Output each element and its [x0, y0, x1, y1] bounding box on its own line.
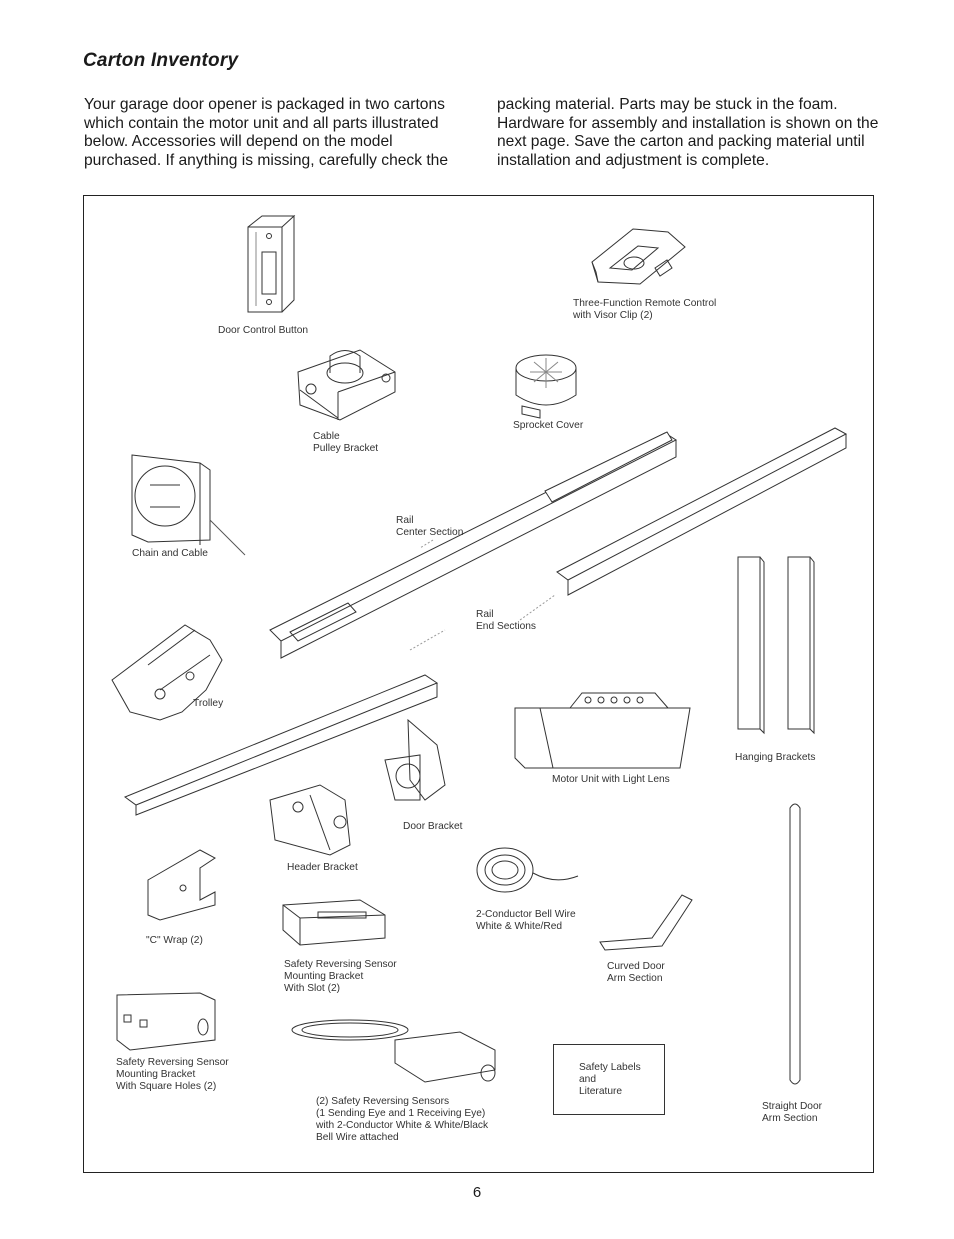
label-header-bracket: Header Bracket: [287, 862, 358, 873]
label-sensor-bracket-square: Safety Reversing Sensor Mounting Bracket With Square Holes (2): [116, 1057, 229, 1092]
literature-box: [553, 1044, 665, 1115]
remote-control-drawing: [592, 229, 685, 284]
intro-text-right: packing material. Parts may be stuck in the foam. Hardware for assembly and installation is shown on the next page. Save the carton and packing material until installation and adjustment is complete.: [497, 96, 879, 169]
safety-sensors-drawing: [292, 1020, 495, 1082]
label-hanging-brackets: Hanging Brackets: [735, 752, 816, 763]
chain-cable-drawing: [132, 455, 245, 555]
page-number: 6: [472, 1184, 482, 1201]
cable-pulley-bracket-drawing: [298, 350, 395, 420]
label-trolley: Trolley: [193, 698, 224, 709]
label-c-wrap: "C" Wrap (2): [146, 935, 203, 946]
sensor-bracket-square-drawing: [117, 993, 215, 1050]
straight-door-arm-drawing: [790, 804, 800, 1084]
label-curved-door-arm: Curved Door Arm Section: [607, 961, 665, 984]
label-rail-end: Rail End Sections: [476, 609, 537, 632]
label-straight-door-arm: Straight Door Arm Section: [762, 1101, 823, 1124]
door-control-button-drawing: [248, 216, 294, 312]
label-motor-unit: Motor Unit with Light Lens: [552, 774, 670, 785]
sensor-bracket-slot-drawing: [283, 900, 385, 945]
c-wrap-drawing: [148, 850, 215, 920]
label-door-bracket: Door Bracket: [403, 821, 463, 832]
label-rail-center: Rail Center Section: [396, 515, 464, 538]
label-door-control-button: Door Control Button: [218, 325, 309, 336]
motor-unit-drawing: [515, 693, 690, 768]
label-sensor-bracket-slot: Safety Reversing Sensor Mounting Bracket With Slot (2): [284, 959, 397, 994]
label-remote-control: Three-Function Remote Control with Visor Clip (2): [573, 298, 717, 321]
page-title: Carton Inventory: [83, 50, 239, 71]
label-chain-cable: Chain and Cable: [132, 548, 208, 559]
label-bell-wire: 2-Conductor Bell Wire White & White/Red: [476, 909, 576, 932]
intro-text-left: Your garage door opener is packaged in two cartons which contain the motor unit and all parts illustrated below. Accessories will depend on the model purchased. If anything is missing, carefully check the: [84, 96, 449, 169]
label-sprocket-cover: Sprocket Cover: [513, 420, 584, 431]
label-cable-pulley-bracket: Cable Pulley Bracket: [313, 431, 379, 454]
curved-door-arm-drawing: [600, 895, 692, 950]
door-bracket-drawing: [385, 720, 445, 800]
hanging-brackets-drawing: [738, 557, 814, 733]
label-literature: Safety Labels and Literature: [579, 1062, 641, 1097]
bell-wire-drawing: [477, 848, 578, 892]
label-safety-sensors: (2) Safety Reversing Sensors (1 Sending Eye and 1 Receiving Eye) with 2-Conductor White & White/Black Bell Wire attached: [316, 1096, 489, 1143]
header-bracket-drawing: [270, 785, 350, 855]
sprocket-cover-drawing: [516, 355, 576, 418]
